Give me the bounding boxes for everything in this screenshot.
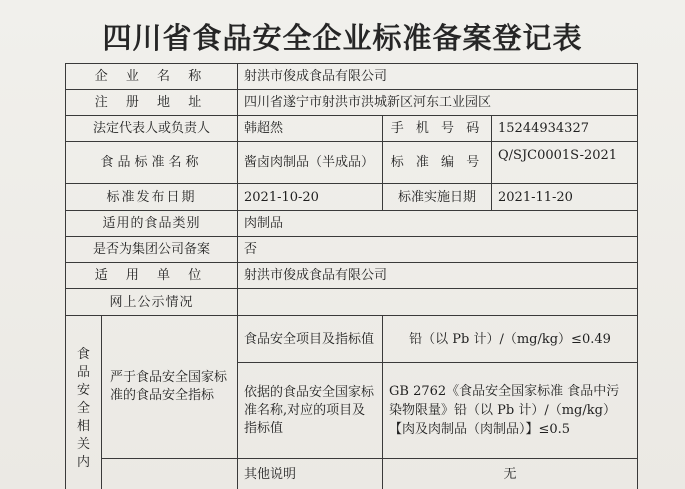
standard-name-value: 酱卤肉制品（半成品） <box>237 141 383 184</box>
impl-date-value: 2021-11-20 <box>491 183 638 211</box>
enterprise-name-label: 企 业 名 称 <box>65 63 238 90</box>
item-value: 铅（以 Pb 计）/（mg/kg）≤0.49 <box>382 315 638 363</box>
form-title: 四川省食品安全企业标准备案登记表 <box>102 21 583 55</box>
other-left-spacer <box>101 458 238 489</box>
legal-rep-value: 韩超然 <box>237 115 383 142</box>
public-notice-value <box>237 288 638 316</box>
publish-date-value: 2021-10-20 <box>237 183 383 211</box>
safety-side-label: 食 品 安 全 相 关 内 <box>65 315 102 489</box>
reg-address-value: 四川省遂宁市射洪市洪城新区河东工业园区 <box>237 89 638 116</box>
basis-label: 依据的食品安全国家标准名称,对应的项目及指标值 <box>237 362 383 459</box>
group-filing-value: 否 <box>237 236 638 263</box>
phone-label: 手 机 号 码 <box>382 115 492 142</box>
reg-address-label: 注 册 地 址 <box>65 89 238 116</box>
other-value: 无 <box>382 458 638 489</box>
food-category-label: 适用的食品类别 <box>65 210 238 237</box>
group-filing-label: 是否为集团公司备案 <box>65 236 238 263</box>
applicable-unit-label: 适 用 单 位 <box>65 262 238 289</box>
food-category-value: 肉制品 <box>237 210 638 237</box>
item-label: 食品安全项目及指标值 <box>237 315 383 363</box>
basis-value: GB 2762《食品安全国家标准 食品中污染物限量》铅（以 Pb 计）/（mg/kg）【肉及肉制品（肉制品）】≤0.5 <box>382 362 638 459</box>
applicable-unit-value: 射洪市俊成食品有限公司 <box>237 262 638 289</box>
standard-name-label: 食品标准名称 <box>65 141 238 184</box>
other-label: 其他说明 <box>237 458 383 489</box>
impl-date-label: 标准实施日期 <box>382 183 492 211</box>
standard-code-label: 标 准 编 号 <box>382 141 492 184</box>
stricter-indicators-label: 严于食品安全国家标准的食品安全指标 <box>101 315 238 459</box>
standard-code-value: Q/SJC0001S-2021 <box>491 141 638 184</box>
public-notice-label: 网上公示情况 <box>65 288 238 316</box>
phone-value: 15244934327 <box>491 115 638 142</box>
enterprise-name-value: 射洪市俊成食品有限公司 <box>237 63 638 90</box>
publish-date-label: 标准发布日期 <box>65 183 238 211</box>
filing-table <box>65 63 638 489</box>
legal-rep-label: 法定代表人或负责人 <box>65 115 238 142</box>
